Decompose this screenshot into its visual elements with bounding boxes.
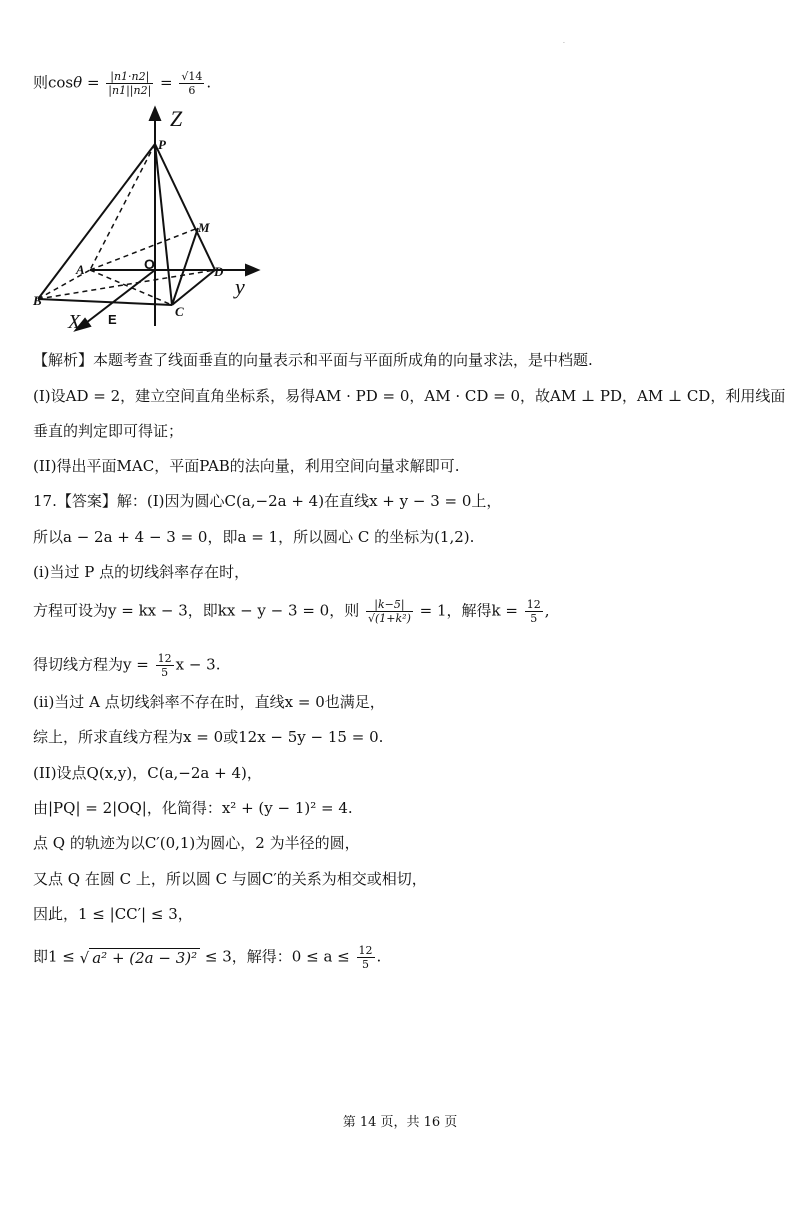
- sqrt-radicand: a² + (2a − 3)²: [89, 948, 200, 967]
- edge-PC: [155, 144, 172, 305]
- part2-line: (II)得出平面MAC，平面PAB的法向量，利用空间向量求解即可.: [33, 457, 460, 475]
- label-axis-z: Z: [170, 106, 183, 131]
- label-M: M: [198, 220, 210, 235]
- distance-fraction: [366, 598, 413, 625]
- cos-theta-formula: [33, 70, 211, 97]
- tangent-result-a: 得切线方程为y =: [33, 655, 154, 674]
- case-i-line: (i)当过 P 点的切线斜率存在时，: [33, 563, 250, 581]
- slope-fraction: [156, 652, 174, 679]
- distance-range-line: 因此，1 ≤ |CC′| ≤ 3，: [33, 905, 193, 923]
- tangent-eq-text-b: = 1，解得k =: [414, 601, 523, 620]
- slope-numerator: 12: [157, 652, 172, 665]
- q17-answer-line: 17.【答案】解：(I)因为圆心C(a,−2a + 4)在直线x + y − 3 = 0上，: [33, 492, 502, 510]
- result-denominator: 6: [188, 84, 196, 97]
- case-ii-line: (ii)当过 A 点切线斜率不存在时，直线x = 0也满足，: [33, 693, 385, 711]
- k-fraction: [525, 598, 543, 625]
- equals-2: =: [155, 73, 178, 92]
- analysis-line: 【解析】本题考查了线面垂直的向量表示和平面与平面所成角的向量求法，是中档题.: [33, 351, 593, 369]
- locus-circle-line: 点 Q 的轨迹为以C′(0,1)为圆心，2 为半径的圆，: [33, 834, 360, 852]
- period: .: [206, 73, 212, 92]
- circle-relation-line: 又点 Q 在圆 C 上，所以圆 C 与圆C′的关系为相交或相切，: [33, 870, 427, 888]
- slope-denominator: 5: [161, 666, 169, 679]
- normal-fraction: [106, 70, 153, 97]
- edge-PA: [90, 144, 155, 270]
- k-numerator: 12: [526, 598, 541, 611]
- label-D: D: [214, 264, 224, 279]
- locus-equation-line: 由|PQ| = 2|OQ|，化简得：x² + (y − 1)² = 4.: [33, 799, 353, 817]
- pyramid-figure: [30, 104, 270, 334]
- z-axis-arrow: [150, 108, 160, 120]
- fraction-numerator: |n1·n2|: [106, 70, 153, 84]
- final-period: .: [376, 947, 382, 966]
- edge-BC: [38, 299, 172, 305]
- edge-PB: [38, 144, 155, 299]
- label-axis-x: X: [68, 311, 81, 333]
- page-footer: 第 14 页，共 16 页: [342, 1115, 458, 1130]
- tangent-equation-line: [33, 598, 550, 625]
- distance-numerator: |k−5|: [366, 598, 413, 612]
- tangent-result-b: x − 3.: [175, 655, 221, 674]
- tangent-eq-text-c: ,: [544, 601, 550, 620]
- tangent-result-line: [33, 652, 220, 679]
- label-P: P: [158, 137, 166, 152]
- result-fraction: [179, 70, 204, 97]
- final-answer-line: [33, 944, 381, 971]
- part1-line-b: 垂直的判定即可得证；: [33, 422, 184, 440]
- label-C: C: [175, 304, 184, 319]
- k-denominator: 5: [530, 612, 538, 625]
- final-denominator: 5: [362, 958, 369, 971]
- final-answer-b: ≤ 3，解得：0 ≤ a ≤: [204, 947, 355, 966]
- equals: =: [82, 73, 105, 92]
- final-answer-a: 即1 ≤: [33, 947, 80, 966]
- label-B: B: [33, 293, 42, 308]
- result-numerator: √14: [181, 70, 203, 83]
- final-numerator: 12: [358, 944, 373, 957]
- theta: θ: [73, 73, 83, 92]
- edge-PD: [155, 144, 215, 270]
- label-O: O: [144, 256, 155, 272]
- summary-line: 综上，所求直线方程为x = 0或12x − 5y − 15 = 0.: [33, 728, 384, 746]
- x-axis-line: [82, 270, 155, 326]
- y-axis-arrow: [246, 265, 258, 275]
- label-axis-y: y: [235, 274, 245, 299]
- sqrt-expression: √ a² + (2a − 3)²: [80, 948, 200, 968]
- part1-line-a: (I)设AD = 2，建立空间直角坐标系，易得AM · PD = 0，AM · CD = 0，故AM ⊥ PD，AM ⊥ CD，利用线面: [33, 387, 786, 405]
- distance-denominator: √(1+k²): [367, 612, 411, 625]
- formula-prefix: 则cos: [33, 73, 74, 92]
- fraction-denominator: |n1||n2|: [108, 84, 152, 97]
- label-E: E: [108, 312, 117, 327]
- part2-setup-line: (II)设点Q(x,y)，C(a,−2a + 4)，: [33, 764, 262, 782]
- center-solve-line: 所以a − 2a + 4 − 3 = 0，即a = 1，所以圆心 C 的坐标为(1,2).: [33, 528, 475, 546]
- scan-dot: ·: [563, 40, 565, 47]
- label-A: A: [76, 262, 85, 277]
- final-fraction: [357, 944, 375, 971]
- tangent-eq-text-a: 方程可设为y = kx − 3，即kx − y − 3 = 0，则: [33, 601, 360, 620]
